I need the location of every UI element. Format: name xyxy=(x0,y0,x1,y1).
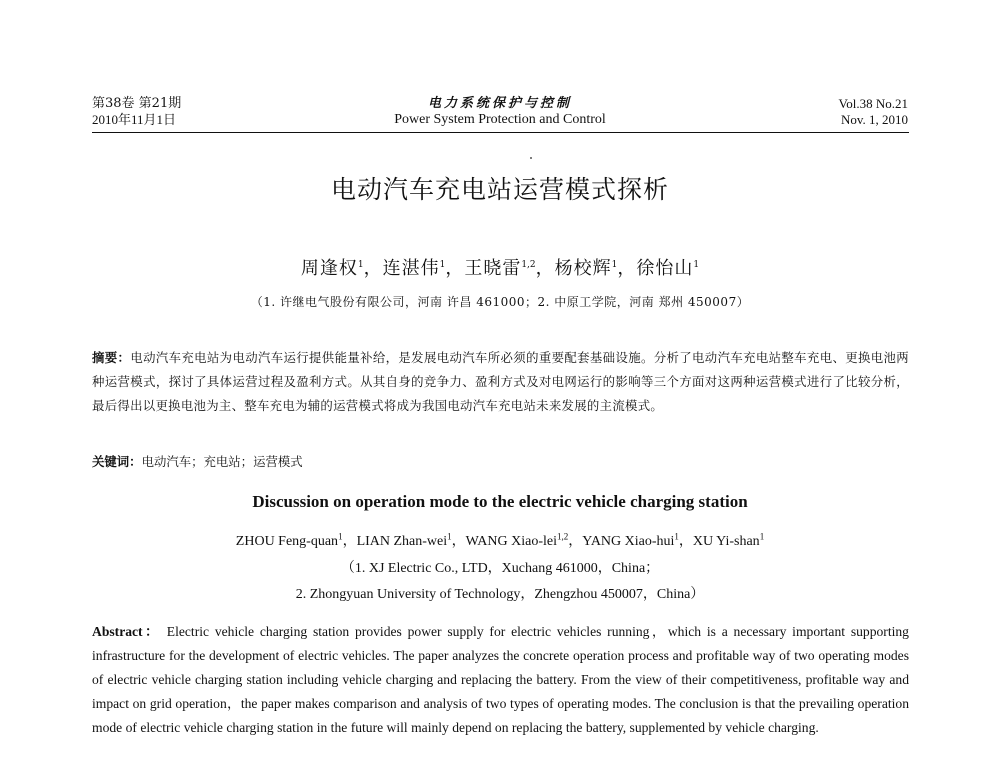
header-volume-issue-cn: 第38卷 第21期 xyxy=(92,96,182,111)
en-author-separator: ， xyxy=(568,534,583,549)
en-author-name: YANG Xiao-hui xyxy=(582,534,675,549)
en-author-separator: ， xyxy=(678,534,693,549)
cn-author-name: 杨校辉 xyxy=(554,258,612,279)
affiliation-en-line-1: （1. XJ Electric Co., LTD，Xuchang 461000，China； xyxy=(340,561,660,576)
en-author-separator: ， xyxy=(451,534,466,549)
keywords-cn-text: 电动汽车；充电站；运营模式 xyxy=(141,454,303,469)
header-right xyxy=(839,96,908,128)
header-left xyxy=(92,96,181,128)
en-author-name: LIAN Zhan-wei xyxy=(356,534,448,549)
cn-author-affiliation-mark: 1,2 xyxy=(521,260,536,270)
en-author-affiliation-mark: 1,2 xyxy=(557,531,569,542)
cn-author-affiliation-mark: 1 xyxy=(693,260,700,270)
cn-author-separator: ， xyxy=(363,258,383,279)
header-journal xyxy=(300,96,700,128)
header-rule xyxy=(92,132,909,133)
abstract-en-text: Electric vehicle charging station provides power supply for electric vehicles running，which is a necessary important supporting infrastructure for the development of electric vehicles. The paper analyzes the concrete operation process and profitable way of two operating modes of electric vehicle charging station including vehicle charging and replacing the battery. From the view of their competitiveness, profitable way and impact on grid operation，the paper makes comparison and analysis of two types of operating modes. The conclusion is that the prevailing operation mode of electric vehicle charging station in the future will mainly depend on replacing the battery, supplemented by vehicle charging. xyxy=(92,624,909,735)
abstract-cn-text: 电动汽车充电站为电动汽车运行提供能量补给，是发展电动汽车所必须的重要配套基础设施。分析了电动汽车充电站整车充电、更换电池两种运营模式，探讨了具体运营过程及盈利方式。从其自身的竞争力、盈利方式及对电网运行的影响等三个方面对这两种运营模式进行了比较分析，最后得出以更换电池为主、整车充电为辅的运营模式将成为我国电动汽车充电站未来发展的主流模式。 xyxy=(92,350,909,413)
cn-author-name: 连湛伟 xyxy=(382,258,440,279)
en-author-name: XU Yi-shan xyxy=(692,534,760,549)
cn-author-affiliation-mark: 1 xyxy=(611,260,618,270)
affiliation-en-line-2: 2. Zhongyuan University of Technology，Zhengzhou 450007，China） xyxy=(295,587,705,602)
journal-name-cn: 电力系统保护与控制 xyxy=(427,96,572,111)
cn-author-separator: ， xyxy=(535,258,555,279)
author-list-en xyxy=(0,530,1000,550)
en-author-separator: ， xyxy=(342,534,357,549)
cn-author-name: 周逢权 xyxy=(300,258,358,279)
cn-author-name: 徐怡山 xyxy=(636,258,694,279)
en-author-affiliation-mark: 1 xyxy=(759,531,765,542)
paper-title-en: Discussion on operation mode to the electric vehicle charging station xyxy=(252,492,748,511)
keywords-cn xyxy=(92,450,909,474)
header-date-cn: 2010年11月1日 xyxy=(92,112,177,127)
author-list-cn xyxy=(0,254,1000,280)
cn-author-affiliation-mark: 1 xyxy=(357,260,364,270)
cn-author-separator: ， xyxy=(617,258,637,279)
en-author-affiliation-mark: 1 xyxy=(447,531,452,542)
scan-speck xyxy=(530,157,532,159)
journal-name-en: Power System Protection and Control xyxy=(394,112,606,127)
en-author-name: WANG Xiao-lei xyxy=(465,534,558,549)
abstract-en-label: Abstract： xyxy=(92,624,161,639)
keywords-cn-label: 关键词： xyxy=(92,454,142,469)
header-date-en: Nov. 1, 2010 xyxy=(840,112,908,127)
abstract-cn-label: 摘要： xyxy=(92,350,131,365)
abstract-cn xyxy=(92,346,909,418)
paper-title-cn: 电动汽车充电站运营模式探析 xyxy=(330,175,669,204)
cn-author-name: 王晓雷 xyxy=(464,258,522,279)
cn-author-affiliation-mark: 1 xyxy=(439,260,446,270)
affiliation-cn: （1. 许继电气股份有限公司，河南 许昌 461000；2. 中原工学院，河南 郑州 450007） xyxy=(250,295,750,309)
abstract-en xyxy=(92,620,909,740)
en-author-name: ZHOU Feng-quan xyxy=(235,534,339,549)
en-author-affiliation-mark: 1 xyxy=(338,531,343,542)
header-volume-issue-en: Vol.38 No.21 xyxy=(838,96,908,111)
cn-author-separator: ， xyxy=(445,258,465,279)
en-author-affiliation-mark: 1 xyxy=(674,531,679,542)
